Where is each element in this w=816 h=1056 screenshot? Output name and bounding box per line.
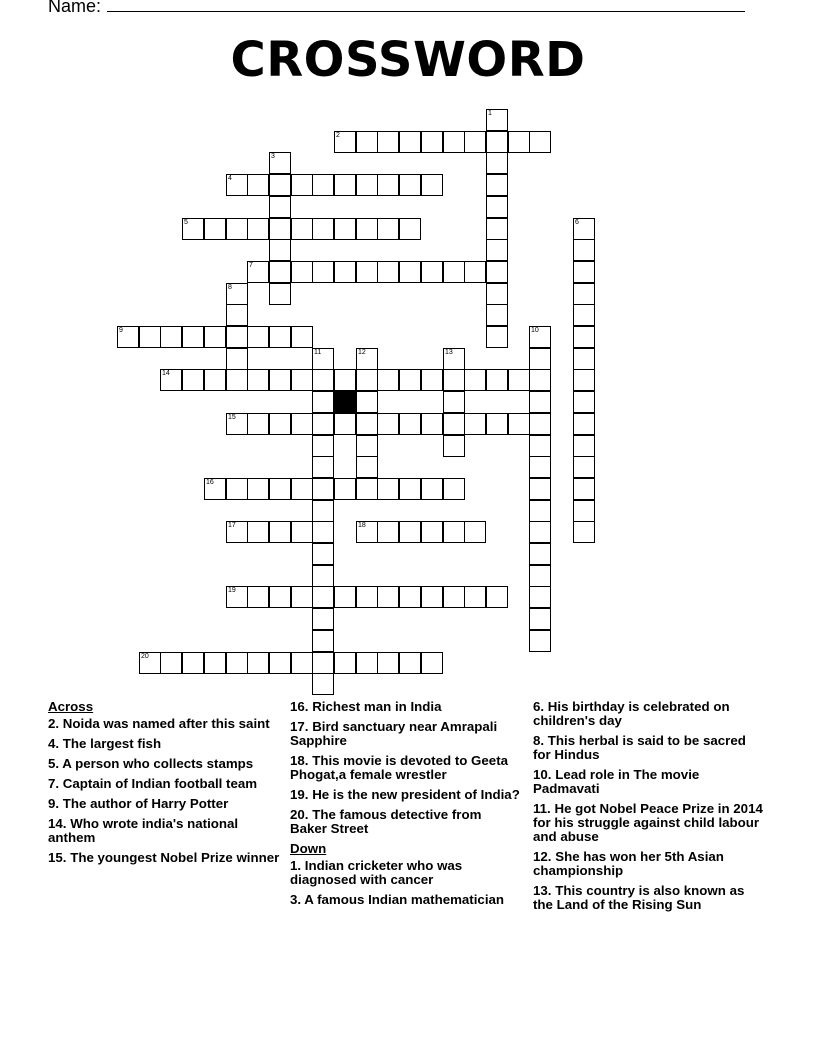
grid-cell[interactable]	[421, 369, 443, 391]
grid-cell[interactable]	[226, 521, 248, 543]
grid-cell[interactable]	[334, 218, 356, 240]
clue-across-4: 4. The largest fish	[48, 736, 162, 751]
grid-cell[interactable]	[204, 478, 226, 500]
grid-cell[interactable]	[204, 326, 226, 348]
grid-cell[interactable]	[247, 174, 269, 196]
grid-cell[interactable]	[247, 326, 269, 348]
grid-cell[interactable]	[377, 174, 399, 196]
grid-cell[interactable]	[529, 413, 551, 435]
grid-cell[interactable]	[226, 218, 248, 240]
grid-cell[interactable]	[334, 261, 356, 283]
grid-cell[interactable]	[377, 218, 399, 240]
down-heading: Down	[290, 841, 327, 856]
grid-cell[interactable]	[356, 131, 378, 153]
grid-cell[interactable]	[356, 413, 378, 435]
grid-cell[interactable]	[139, 326, 161, 348]
clue-across-5: 5. A person who collects stamps	[48, 756, 254, 771]
clues-column-2	[290, 700, 522, 913]
grid-cell[interactable]	[334, 586, 356, 608]
clue-across-2: 2. Noida was named after this saint	[48, 716, 270, 731]
grid-cell[interactable]	[312, 673, 334, 695]
grid-cell[interactable]	[182, 652, 204, 674]
clue-number: 14	[162, 370, 170, 377]
clue-number: 10	[531, 327, 539, 334]
grid-cell[interactable]	[291, 261, 313, 283]
grid-cell[interactable]	[356, 348, 378, 370]
grid-cell[interactable]	[464, 521, 486, 543]
grid-cell[interactable]	[399, 174, 421, 196]
grid-cell[interactable]	[443, 521, 465, 543]
clue-across-15: 15. The youngest Nobel Prize winner	[48, 850, 280, 865]
grid-cell[interactable]	[399, 586, 421, 608]
grid-cell[interactable]	[247, 652, 269, 674]
clue-across-19: 19. He is the new president of India?	[290, 787, 520, 802]
grid-cell[interactable]	[377, 261, 399, 283]
grid-cell[interactable]	[529, 391, 551, 413]
grid-cell[interactable]	[247, 521, 269, 543]
grid-cell[interactable]	[247, 218, 269, 240]
grid-cell[interactable]	[204, 369, 226, 391]
grid-cell[interactable]	[421, 652, 443, 674]
grid-cell[interactable]	[573, 326, 595, 348]
grid-cell[interactable]	[529, 608, 551, 630]
grid-cell[interactable]	[529, 369, 551, 391]
grid-cell[interactable]	[464, 413, 486, 435]
clue-down-10: 10. Lead role in The movie Padmavati	[533, 767, 700, 796]
grid-cell[interactable]	[573, 218, 595, 240]
grid-cell[interactable]	[421, 261, 443, 283]
grid-cell[interactable]	[291, 586, 313, 608]
grid-cell[interactable]	[139, 652, 161, 674]
grid-cell[interactable]	[486, 152, 508, 174]
grid-cell[interactable]	[529, 326, 551, 348]
grid-cell[interactable]	[160, 326, 182, 348]
grid-cell[interactable]	[160, 369, 182, 391]
across-heading: Across	[48, 699, 94, 714]
grid-cell[interactable]	[399, 131, 421, 153]
grid-cell[interactable]	[377, 413, 399, 435]
grid-cell[interactable]	[486, 261, 508, 283]
grid-cell[interactable]	[356, 456, 378, 478]
grid-cell[interactable]	[529, 435, 551, 457]
grid-cell[interactable]	[269, 369, 291, 391]
grid-cell[interactable]	[508, 413, 530, 435]
clues-column-3	[533, 700, 765, 918]
grid-cell[interactable]	[269, 174, 291, 196]
grid-cell[interactable]	[291, 369, 313, 391]
clues-column-1	[48, 700, 280, 871]
grid-cell[interactable]	[312, 348, 334, 370]
grid-cell[interactable]	[291, 218, 313, 240]
clue-down-13: 13. This country is also known as the Land of the Rising Sun	[533, 883, 745, 912]
clue-across-20: 20. The famous detective from Baker Street	[290, 807, 482, 836]
grid-cell[interactable]	[573, 456, 595, 478]
clue-number: 19	[228, 587, 236, 594]
grid-cell[interactable]	[464, 131, 486, 153]
grid-cell[interactable]	[356, 391, 378, 413]
grid-cell[interactable]	[529, 543, 551, 565]
grid-cell[interactable]	[226, 652, 248, 674]
grid-cell[interactable]	[269, 478, 291, 500]
grid-cell[interactable]	[399, 521, 421, 543]
grid-cell[interactable]	[573, 261, 595, 283]
grid-cell[interactable]	[291, 521, 313, 543]
clue-number: 9	[119, 327, 123, 334]
grid-cell[interactable]	[377, 131, 399, 153]
grid-cell[interactable]	[399, 413, 421, 435]
grid-cell[interactable]	[443, 369, 465, 391]
grid-cell[interactable]	[182, 326, 204, 348]
grid-cell[interactable]	[269, 413, 291, 435]
grid-cell[interactable]	[291, 326, 313, 348]
grid-cell[interactable]	[486, 196, 508, 218]
grid-cell[interactable]	[529, 348, 551, 370]
grid-cell[interactable]	[443, 131, 465, 153]
grid-cell[interactable]	[399, 218, 421, 240]
grid-cell[interactable]	[486, 413, 508, 435]
clue-across-7: 7. Captain of Indian football team	[48, 776, 258, 791]
grid-cell[interactable]	[486, 304, 508, 326]
clue-number: 3	[271, 153, 275, 160]
grid-cell[interactable]	[399, 261, 421, 283]
grid-cell[interactable]	[443, 586, 465, 608]
grid-cell[interactable]	[399, 369, 421, 391]
clue-number: 11	[314, 349, 322, 356]
grid-cell[interactable]	[356, 369, 378, 391]
grid-cell[interactable]	[312, 174, 334, 196]
grid-cell[interactable]	[377, 586, 399, 608]
grid-cell[interactable]	[486, 109, 508, 131]
clue-number: 17	[228, 522, 236, 529]
grid-cell[interactable]	[529, 478, 551, 500]
grid-cell[interactable]	[269, 326, 291, 348]
grid-cell[interactable]	[226, 413, 248, 435]
grid-cell[interactable]	[269, 239, 291, 261]
grid-cell[interactable]	[269, 218, 291, 240]
grid-cell[interactable]	[312, 630, 334, 652]
grid-cell[interactable]	[464, 261, 486, 283]
grid-cell[interactable]	[529, 131, 551, 153]
grid-cell[interactable]	[421, 586, 443, 608]
clue-down-11: 11. He got Nobel Peace Prize in 2014 for his struggle against child labour and abuse	[533, 801, 763, 844]
grid-cell[interactable]	[529, 521, 551, 543]
grid-cell[interactable]	[269, 152, 291, 174]
grid-cell[interactable]	[421, 174, 443, 196]
grid-cell[interactable]	[573, 369, 595, 391]
grid-cell[interactable]	[226, 478, 248, 500]
grid-cell[interactable]	[399, 652, 421, 674]
grid-cell[interactable]	[421, 521, 443, 543]
grid-cell[interactable]	[269, 521, 291, 543]
grid-cell[interactable]	[269, 586, 291, 608]
grid-cell[interactable]	[529, 565, 551, 587]
grid-cell[interactable]	[334, 652, 356, 674]
grid-cell[interactable]	[573, 348, 595, 370]
grid-cell[interactable]	[443, 261, 465, 283]
grid-cell[interactable]	[182, 218, 204, 240]
grid-cell[interactable]	[508, 131, 530, 153]
name-label: Name:	[48, 0, 102, 16]
clue-across-18: 18. This movie is devoted to Geeta Phogat,a female wrestler	[290, 753, 509, 782]
clue-number: 5	[184, 219, 188, 226]
grid-cell[interactable]	[573, 500, 595, 522]
clue-number: 2	[336, 132, 340, 139]
grid-cell[interactable]	[486, 586, 508, 608]
grid-cell[interactable]	[356, 586, 378, 608]
grid-cell[interactable]	[312, 565, 334, 587]
grid-cell[interactable]	[421, 131, 443, 153]
clue-down-12: 12. She has won her 5th Asian championship	[533, 849, 724, 878]
grid-cell[interactable]	[247, 478, 269, 500]
grid-cell[interactable]	[269, 196, 291, 218]
grid-cell[interactable]	[204, 218, 226, 240]
clue-down-3: 3. A famous Indian mathematician	[290, 892, 505, 907]
grid-cell[interactable]	[486, 218, 508, 240]
grid-cell[interactable]	[269, 652, 291, 674]
grid-cell[interactable]	[312, 369, 334, 391]
grid-cell[interactable]	[312, 652, 334, 674]
grid-cell[interactable]	[117, 326, 139, 348]
grid-cell[interactable]	[312, 521, 334, 543]
grid-cell[interactable]	[486, 131, 508, 153]
grid-cell[interactable]	[443, 478, 465, 500]
grid-cell[interactable]	[291, 478, 313, 500]
grid-cell[interactable]	[573, 413, 595, 435]
clue-number: 7	[249, 262, 253, 269]
grid-cell[interactable]	[226, 369, 248, 391]
grid-cell[interactable]	[312, 261, 334, 283]
clue-number: 1	[488, 110, 492, 117]
grid-cell[interactable]	[312, 478, 334, 500]
grid-cell[interactable]	[573, 521, 595, 543]
grid-cell[interactable]	[399, 478, 421, 500]
clue-down-6: 6. His birthday is celebrated on children's day	[533, 699, 730, 728]
grid-cell[interactable]	[486, 283, 508, 305]
clue-across-16: 16. Richest man in India	[290, 699, 442, 714]
grid-cell[interactable]	[356, 174, 378, 196]
grid-cell[interactable]	[334, 478, 356, 500]
grid-cell[interactable]	[377, 478, 399, 500]
grid-cell[interactable]	[269, 261, 291, 283]
grid-cell[interactable]	[312, 456, 334, 478]
clue-number: 13	[445, 349, 453, 356]
grid-cell[interactable]	[247, 413, 269, 435]
grid-cell[interactable]	[529, 586, 551, 608]
grid-cell[interactable]	[291, 174, 313, 196]
grid-cell[interactable]	[269, 283, 291, 305]
clue-number: 16	[206, 479, 214, 486]
clue-number: 12	[358, 349, 366, 356]
clue-down-1: 1. Indian cricketer who was diagnosed with cancer	[290, 858, 463, 887]
grid-cell[interactable]	[573, 283, 595, 305]
grid-cell[interactable]	[312, 608, 334, 630]
grid-cell[interactable]	[529, 500, 551, 522]
grid-cell[interactable]	[377, 652, 399, 674]
grid-cell[interactable]	[160, 652, 182, 674]
grid-cell[interactable]	[421, 478, 443, 500]
clue-number: 20	[141, 653, 149, 660]
grid-cell[interactable]	[334, 174, 356, 196]
clue-down-8: 8. This herbal is said to be sacred for Hindus	[533, 733, 746, 762]
grid-cell[interactable]	[291, 652, 313, 674]
grid-cell[interactable]	[573, 435, 595, 457]
grid-cell[interactable]	[247, 586, 269, 608]
clue-across-9: 9. The author of Harry Potter	[48, 796, 229, 811]
clue-number: 18	[358, 522, 366, 529]
grid-cell[interactable]	[443, 413, 465, 435]
grid-cell[interactable]	[486, 174, 508, 196]
grid-cell[interactable]	[356, 652, 378, 674]
grid-cell[interactable]	[247, 261, 269, 283]
grid-cell[interactable]	[226, 283, 248, 305]
grid-cell[interactable]	[573, 478, 595, 500]
grid-cell[interactable]	[356, 478, 378, 500]
grid-cell[interactable]	[529, 630, 551, 652]
grid-cell[interactable]	[443, 348, 465, 370]
grid-cell[interactable]	[356, 261, 378, 283]
grid-cell[interactable]	[182, 369, 204, 391]
grid-cell[interactable]	[529, 456, 551, 478]
grid-cell[interactable]	[334, 131, 356, 153]
grid-cell[interactable]	[226, 174, 248, 196]
grid-cell[interactable]	[443, 435, 465, 457]
grid-cell[interactable]	[226, 586, 248, 608]
grid-cell[interactable]	[464, 369, 486, 391]
grid-cell[interactable]	[312, 391, 334, 413]
clue-across-14: 14. Who wrote india's national anthem	[48, 816, 239, 845]
grid-cell[interactable]	[291, 413, 313, 435]
grid-cell[interactable]	[312, 435, 334, 457]
grid-cell[interactable]	[312, 586, 334, 608]
grid-cell[interactable]	[334, 413, 356, 435]
grid-cell[interactable]	[312, 500, 334, 522]
grid-cell[interactable]	[421, 413, 443, 435]
grid-cell[interactable]	[377, 369, 399, 391]
grid-cell[interactable]	[443, 391, 465, 413]
clue-number: 6	[575, 219, 579, 226]
grid-cell[interactable]	[312, 413, 334, 435]
grid-cell[interactable]	[312, 218, 334, 240]
clue-number: 8	[228, 284, 232, 291]
grid-cell[interactable]	[573, 304, 595, 326]
grid-cell[interactable]	[356, 218, 378, 240]
black-cell	[334, 391, 356, 413]
grid-cell[interactable]	[573, 391, 595, 413]
grid-cell[interactable]	[486, 326, 508, 348]
grid-cell[interactable]	[508, 369, 530, 391]
clue-number: 15	[228, 414, 236, 421]
grid-cell[interactable]	[226, 326, 248, 348]
grid-cell[interactable]	[573, 239, 595, 261]
grid-cell[interactable]	[464, 586, 486, 608]
grid-cell[interactable]	[312, 543, 334, 565]
clue-number: 4	[228, 175, 232, 182]
clue-across-17: 17. Bird sanctuary near Amrapali Sapphire	[290, 719, 498, 748]
grid-cell[interactable]	[356, 521, 378, 543]
grid-cell[interactable]	[334, 369, 356, 391]
grid-cell[interactable]	[486, 239, 508, 261]
grid-cell[interactable]	[247, 369, 269, 391]
grid-cell[interactable]	[486, 369, 508, 391]
grid-cell[interactable]	[204, 652, 226, 674]
grid-cell[interactable]	[356, 435, 378, 457]
grid-cell[interactable]	[377, 521, 399, 543]
grid-cell[interactable]	[226, 348, 248, 370]
grid-cell[interactable]	[226, 304, 248, 326]
page-title: CROSSWORD	[230, 32, 586, 88]
